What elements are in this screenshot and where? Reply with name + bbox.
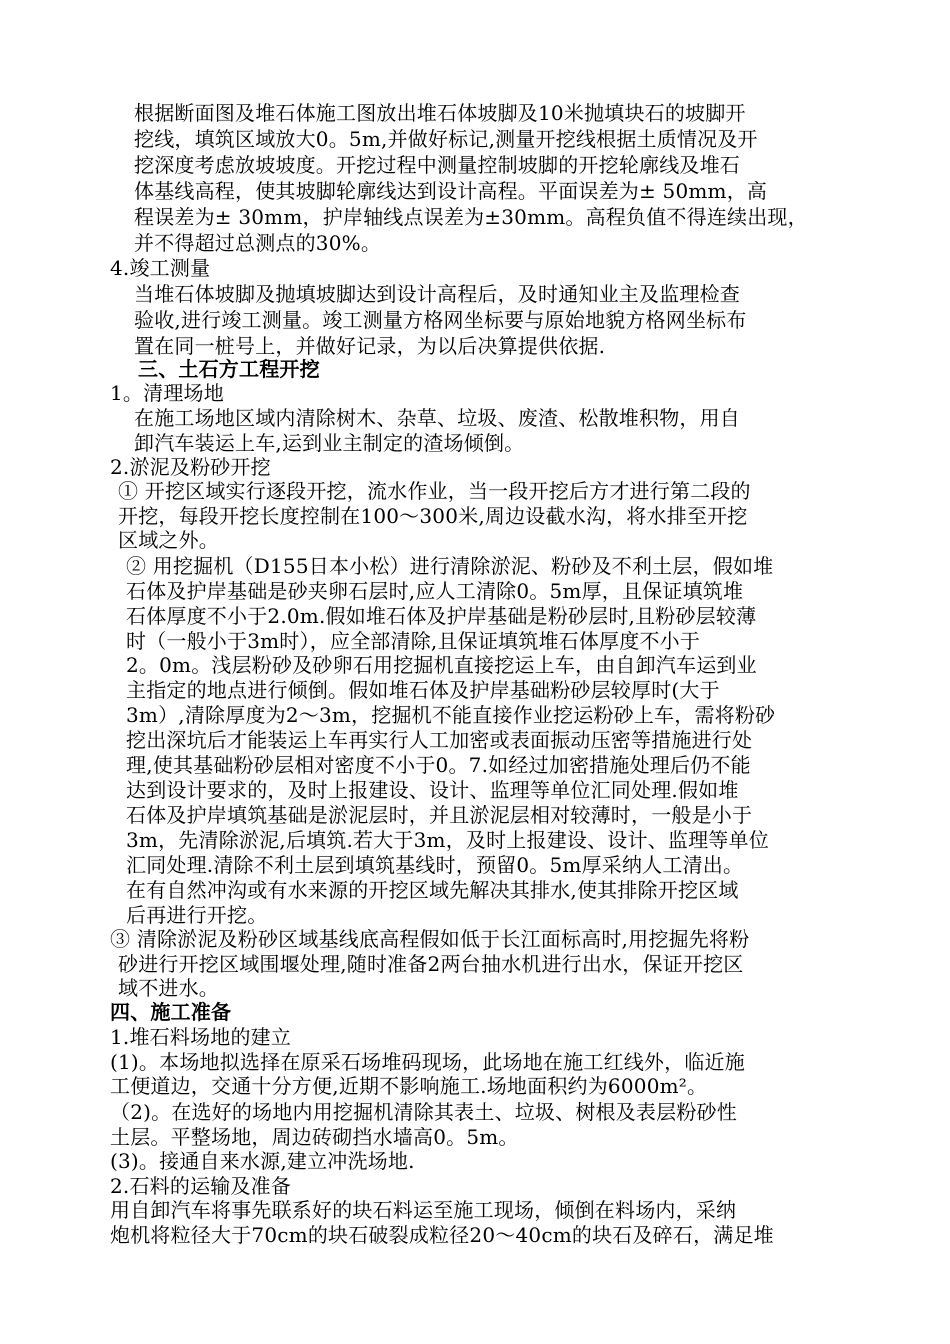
- survey-text-line: 体基线高程，使其坡脚轮廓线达到设计高程。平面误差为± 50mm，高: [134, 179, 768, 203]
- silt-para3-line: 域不进水。: [118, 976, 219, 1000]
- completion-survey-line: 验收,进行竣工测量。竣工测量方格网坐标要与原始地貌方格网坐标布: [134, 308, 747, 332]
- stockyard-line: 工便道边，交通十分方便,近期不影响施工.场地面积约为6000m²。: [110, 1074, 708, 1098]
- stockyard-line: (3)。接通自来水源,建立冲洗场地.: [110, 1149, 415, 1173]
- silt-para3-line: 砂进行开挖区域围堰处理,随时准备2两台抽水机进行出水，保证开挖区: [118, 952, 744, 976]
- clear-site-line: 在施工场地区域内清除树木、杂草、垃圾、废渣、松散堆积物，用自: [134, 406, 740, 430]
- stone-transport-line: 炮机将粒径大于70cm的块石破裂成粒径20～40cm的块石及碎石，满足堆: [110, 1223, 774, 1247]
- silt-para2-line: 挖出深坑后才能装运上车再实行人工加密或表面振动压密等措施进行处: [126, 728, 753, 752]
- section-4-title: 四、施工准备: [110, 1000, 232, 1024]
- silt-para2-line: 理,使其基础粉砂层相对密度不小于0。7.如经过加密措施处理后仍不能: [126, 753, 751, 777]
- stockyard-line: （2)。在选好的场地内用挖掘机清除其表土、垃圾、树根及表层粉砂性: [110, 1100, 737, 1124]
- silt-para2-line: 达到设计要求的，及时上报建设、设计、监理等单位汇同处理.假如堆: [126, 778, 739, 802]
- silt-para2-line: 在有自然冲沟或有水来源的开挖区域先解决其排水,使其排除开挖区域: [126, 878, 739, 902]
- silt-para2-line: 后再进行开挖。: [126, 903, 268, 927]
- stone-transport-heading: 2.石料的运输及准备: [110, 1174, 292, 1198]
- silt-para2-line: 汇同处理.清除不利土层到填筑基线时，预留0。5m厚采纳人工清出。: [126, 853, 744, 877]
- silt-excavation-heading: 2.淤泥及粉砂开挖: [110, 455, 271, 479]
- survey-text-line: 挖线，填筑区域放大0。5m,并做好标记,测量开挖线根据土质情况及开: [134, 127, 758, 151]
- silt-para2-line: 时（一般小于3m时），应全部清除,且保证填筑堆石体厚度不小于: [126, 629, 701, 653]
- completion-survey-line: 置在同一桩号上，并做好记录，为以后决算提供依据.: [134, 334, 606, 358]
- survey-text-line: 并不得超过总测点的30%。: [134, 231, 382, 255]
- silt-para2-line: 3m）,清除厚度为2～3m，挖掘机不能直接作业挖运粉砂上车，需将粉砂: [126, 703, 776, 727]
- silt-para2-line: 石体及护岸填筑基础是淤泥层时，并且淤泥层相对较薄时，一般是小于: [126, 803, 753, 827]
- completion-survey-line: 当堆石体坡脚及抛填坡脚达到设计高程后，及时通知业主及监理检查: [134, 282, 740, 306]
- silt-para2-line: ② 用挖掘机（D155日本小松）进行清除淤泥、粉砂及不利土层，假如堆: [126, 554, 774, 578]
- silt-para2-line: 3m，先清除淤泥,后填筑.若大于3m，及时上报建设、设计、监理等单位: [126, 828, 769, 852]
- section-3-title: 三、土石方工程开挖: [138, 357, 320, 381]
- clear-site-line: 卸汽车装运上车,运到业主制定的渣场倾倒。: [134, 431, 525, 455]
- stockyard-line: 土层。平整场地，周边砖砌挡水墙高0。5m。: [110, 1125, 519, 1149]
- silt-para2-line: 主指定的地点进行倾倒。假如堆石体及护岸基础粉砂层较厚时(大于: [126, 678, 720, 702]
- stockyard-line: (1)。本场地拟选择在原采石场堆码现场，此场地在施工红线外，临近施: [110, 1050, 745, 1074]
- survey-text-line: 程误差为± 30mm，护岸轴线点误差为±30mm。高程负值不得连续出现，: [134, 205, 808, 229]
- survey-text-line: 根据断面图及堆石体施工图放出堆石体坡脚及10米抛填块石的坡脚开: [134, 101, 746, 125]
- silt-para2-line: 石体及护岸基础是砂夹卵石层时,应人工清除0。5m厚，且保证填筑堆: [126, 579, 744, 603]
- silt-para2-line: 2。0m。浅层粉砂及砂卵石用挖掘机直接挖运上车，由自卸汽车运到业: [126, 653, 757, 677]
- silt-para1-line: ① 开挖区域实行逐段开挖，流水作业，当一段开挖后方才进行第二段的: [118, 479, 751, 503]
- stone-transport-line: 用自卸汽车将事先联系好的块石料运至施工现场，倾倒在料场内，采纳: [110, 1198, 737, 1222]
- survey-text-line: 挖深度考虑放坡坡度。开挖过程中测量控制坡脚的开挖轮廓线及堆石: [134, 153, 740, 177]
- completion-survey-heading: 4.竣工测量: [110, 256, 211, 280]
- silt-para2-line: 石体厚度不小于2.0m.假如堆石体及护岸基础是粉砂层时,且粉砂层较薄: [126, 604, 757, 628]
- silt-para1-line: 区域之外。: [118, 528, 219, 552]
- silt-para3-line: ③ 清除淤泥及粉砂区域基线底高程假如低于长江面标高时,用挖掘先将粉: [110, 927, 750, 951]
- stockyard-heading: 1.堆石料场地的建立: [110, 1025, 292, 1049]
- clear-site-heading: 1。清理场地: [110, 381, 224, 405]
- silt-para1-line: 开挖，每段开挖长度控制在100～300米,周边设截水沟，将水排至开挖: [118, 504, 748, 528]
